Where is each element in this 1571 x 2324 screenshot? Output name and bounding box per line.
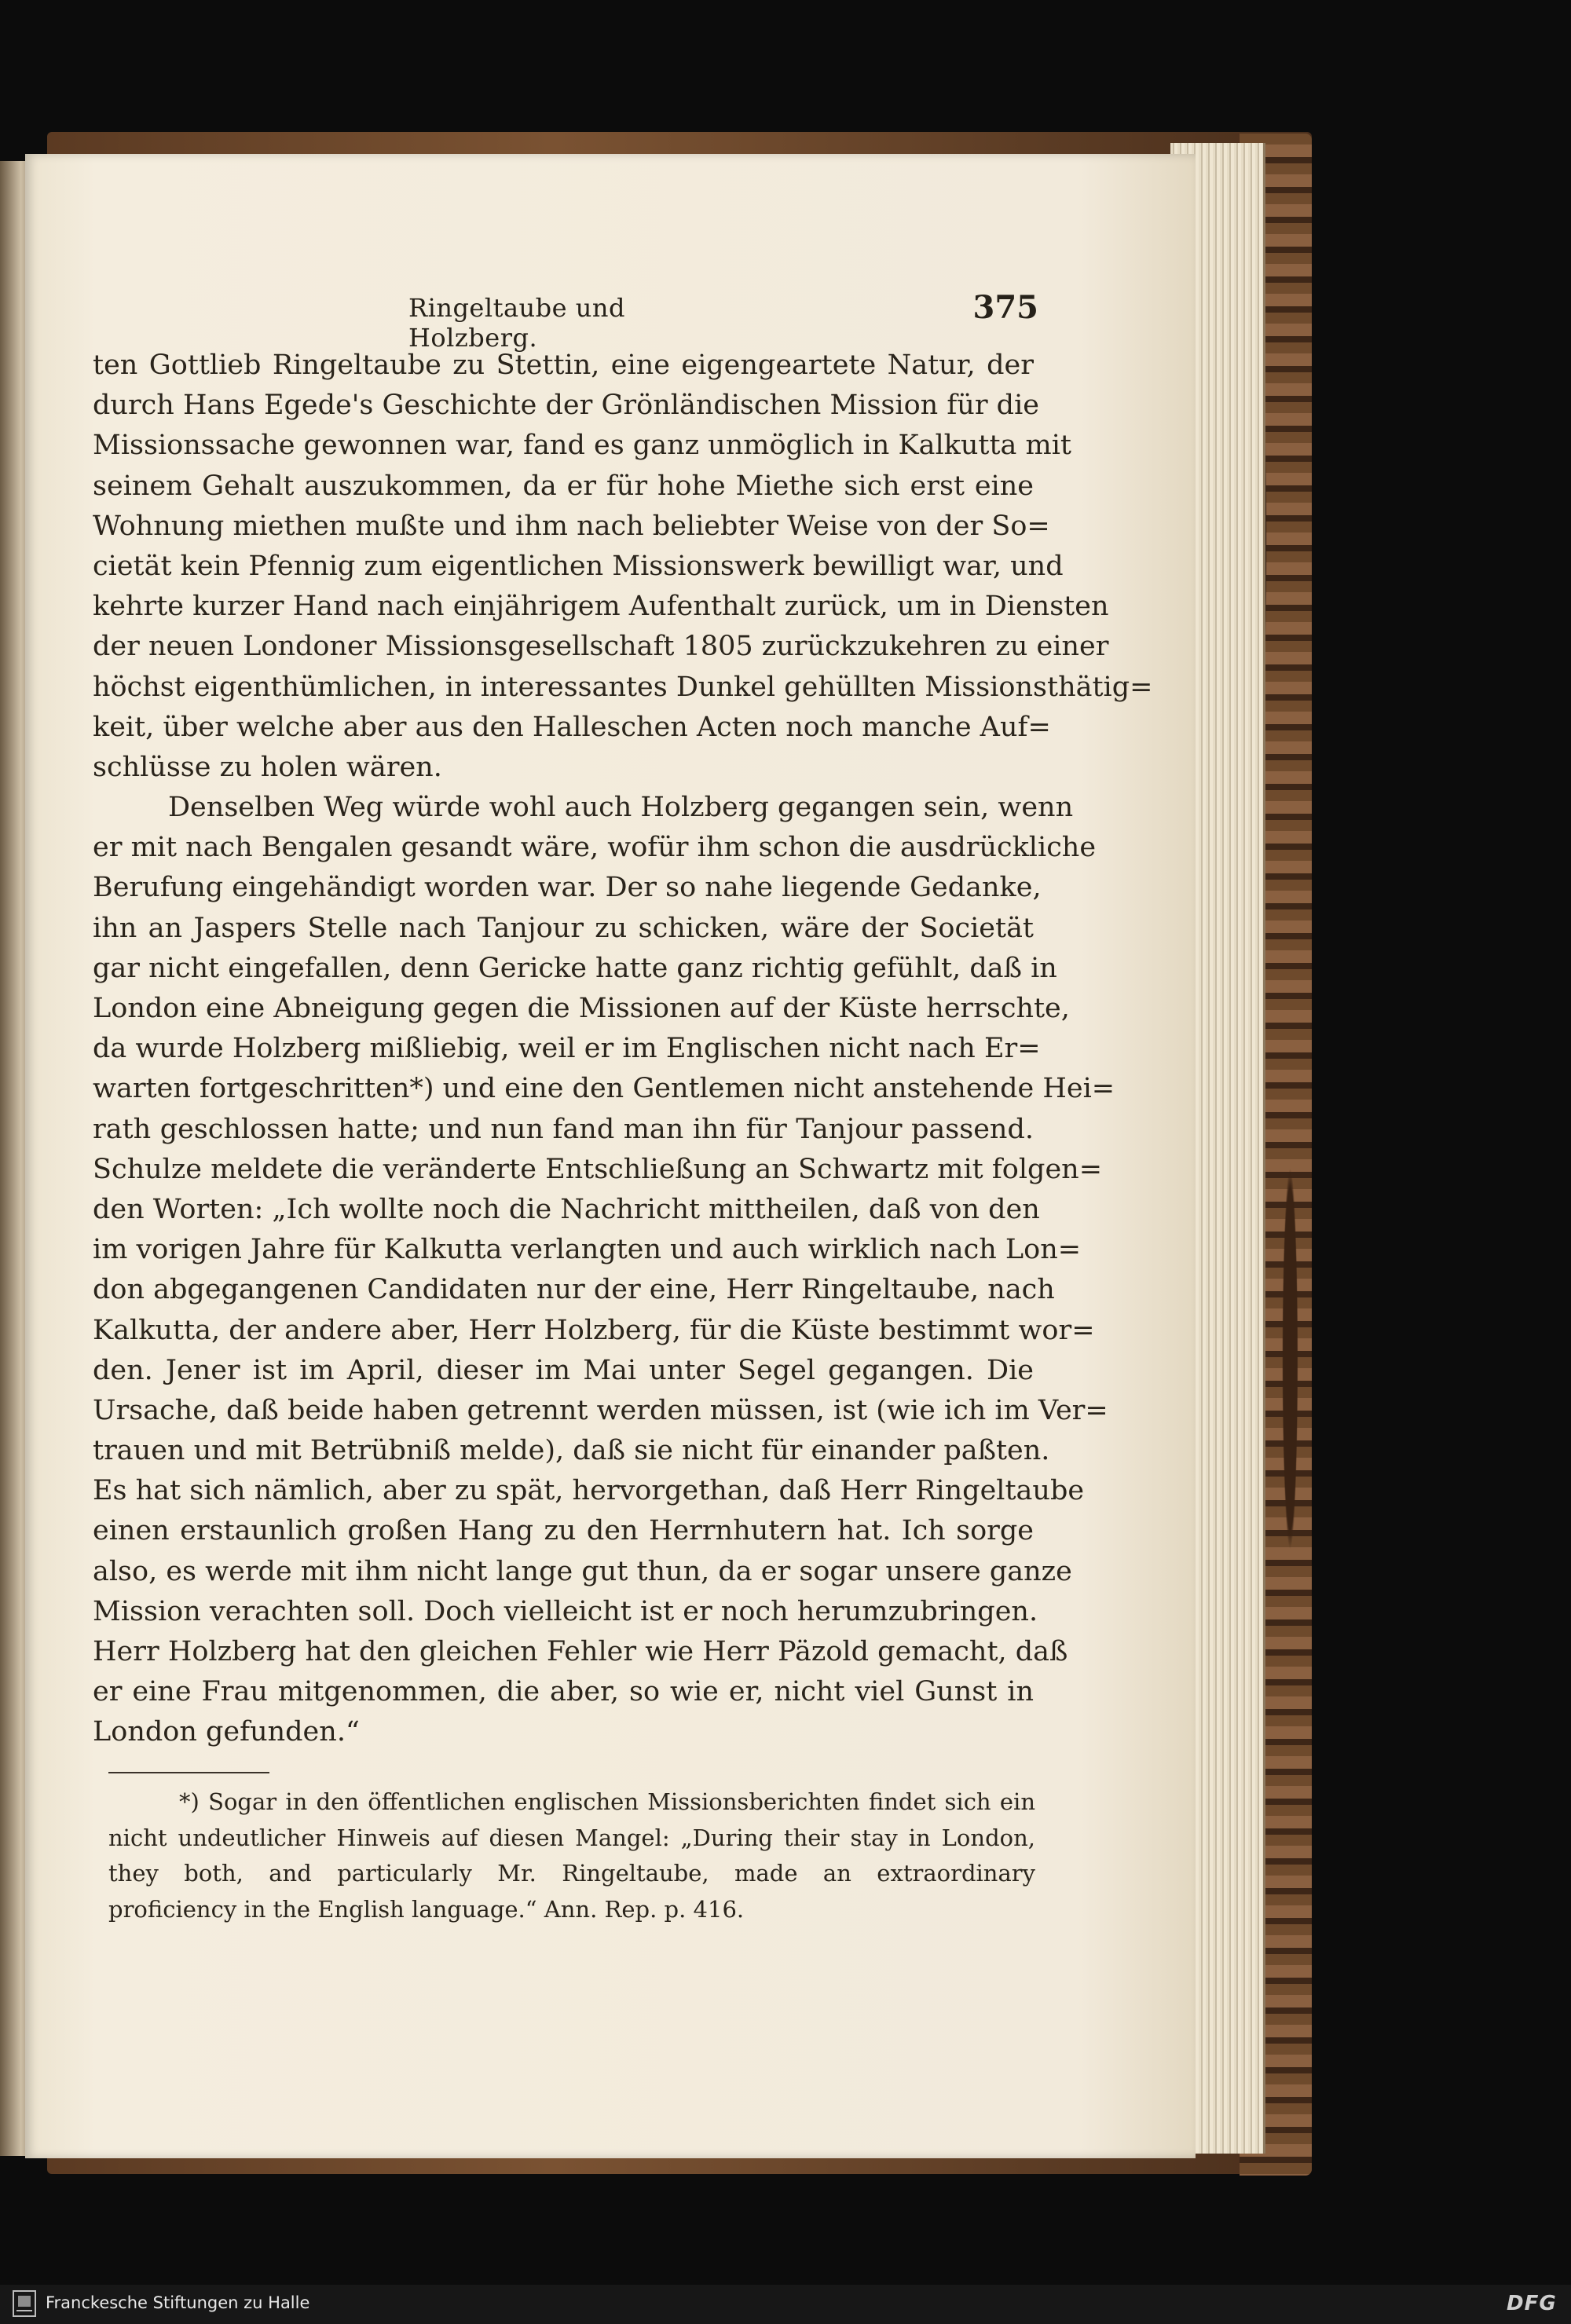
text-line: Wohnung miethen mußte und ihm nach beliebter Weise von der So=	[93, 510, 1050, 542]
text-line: kehrte kurzer Hand nach einjährigem Aufenthalt zurück, um in Diensten	[93, 591, 1109, 623]
text-line: Schulze meldete die veränderte Entschließung an Schwartz mit folgen=	[93, 1153, 1103, 1185]
text-line: don abgegangenen Candidaten nur der eine, Herr Ringeltaube, nach	[93, 1274, 1055, 1306]
text-line: im vorigen Jahre für Kalkutta verlangten und auch wirklich nach Lon=	[93, 1234, 1082, 1266]
text-line: keit, über welche aber aus den Halleschen Acten noch manche Auf=	[93, 711, 1051, 743]
text-line: der neuen Londoner Missionsgesellschaft 1805 zurückzukehren zu einer	[93, 631, 1109, 663]
footnote-line: nicht undeutlicher Hinweis auf diesen Mangel: „During their stay in London,	[108, 1824, 1035, 1851]
dfg-logo: DFG	[1507, 2292, 1557, 2315]
body-text	[93, 346, 1153, 1753]
footnote-line: *) Sogar in den öffentlichen englischen Missionsberichten findet sich ein	[179, 1788, 1035, 1815]
page-number: 375	[972, 289, 1038, 326]
text-line: Mission verachten soll. Doch vielleicht ist er noch herumzubringen.	[93, 1595, 1038, 1627]
text-line: seinem Gehalt auszukommen, da er für hohe Miethe sich erst eine	[93, 470, 1034, 502]
text-line: durch Hans Egede's Geschichte der Grönländischen Mission für die	[93, 390, 1039, 422]
institution-logo-icon	[11, 2289, 38, 2319]
text-line: Denselben Weg würde wohl auch Holzberg gegangen sein, wenn	[168, 792, 1074, 824]
text-line: Kalkutta, der andere aber, Herr Holzberg, für die Küste bestimmt wor=	[93, 1314, 1095, 1346]
text-line: ihn an Jaspers Stelle nach Tanjour zu schicken, wäre der Societät	[93, 912, 1034, 944]
text-line: er eine Frau mitgenommen, die aber, so wie er, nicht viel Gunst in	[93, 1676, 1034, 1708]
text-line: höchst eigenthümlichen, in interessantes Dunkel gehüllten Missionsthätig=	[93, 671, 1153, 703]
running-head: Ringeltaube und Holzberg.	[408, 293, 625, 353]
footnote-divider	[108, 1772, 269, 1773]
text-line: rath geschlossen hatte; und nun fand man ihn für Tanjour passend.	[93, 1113, 1034, 1145]
text-line: ten Gottlieb Ringeltaube zu Stettin, eine eigengeartete Natur, der	[93, 350, 1034, 381]
institution-name: Franckesche Stiftungen zu Halle	[46, 2293, 310, 2312]
footnote-line: proficiency in the English language.“ Ann. Rep. p. 416.	[108, 1895, 745, 1923]
text-line: Es hat sich nämlich, aber zu spät, hervorgethan, daß Herr Ringeltaube	[93, 1475, 1085, 1507]
text-line: Herr Holzberg hat den gleichen Fehler wie Herr Päzold gemacht, daß	[93, 1636, 1068, 1667]
text-line: er mit nach Bengalen gesandt wäre, wofür ihm schon die ausdrückliche	[93, 832, 1097, 864]
text-line: da wurde Holzberg mißliebig, weil er im Englischen nicht nach Er=	[93, 1033, 1041, 1065]
text-line: Berufung eingehändigt worden war. Der so nahe liegende Gedanke,	[93, 872, 1042, 904]
text-line: einen erstaunlich großen Hang zu den Herrnhutern hat. Ich sorge	[93, 1515, 1034, 1547]
text-line: London eine Abneigung gegen die Missionen auf der Küste herrschte,	[93, 993, 1070, 1024]
footnote	[108, 1784, 1035, 1927]
text-line: warten fortgeschritten*) und eine den Gentlemen nicht anstehende Hei=	[93, 1073, 1115, 1105]
text-line: London gefunden.“	[93, 1716, 360, 1748]
text-line: schlüsse zu holen wären.	[93, 751, 442, 783]
text-line: Missionssache gewonnen war, fand es ganz unmöglich in Kalkutta mit	[93, 430, 1071, 462]
footnote-line: they both, and particularly Mr. Ringeltaube, made an extraordinary	[108, 1860, 1035, 1887]
text-line: also, es werde mit ihm nicht lange gut thun, da er sogar unsere ganze	[93, 1555, 1072, 1587]
text-line: den Worten: „Ich wollte noch die Nachricht mittheilen, daß von den	[93, 1193, 1040, 1225]
text-line: Ursache, daß beide haben getrennt werden müssen, ist (wie ich im Ver=	[93, 1394, 1108, 1426]
text-line: cietät kein Pfennig zum eigentlichen Missionswerk bewilligt war, und	[93, 550, 1064, 582]
text-line: den. Jener ist im April, dieser im Mai unter Segel gegangen. Die	[93, 1354, 1034, 1386]
text-line: gar nicht eingefallen, denn Gericke hatte ganz richtig gefühlt, daß in	[93, 952, 1057, 984]
text-line: trauen und mit Betrübniß melde), daß sie nicht für einander paßten.	[93, 1435, 1050, 1467]
